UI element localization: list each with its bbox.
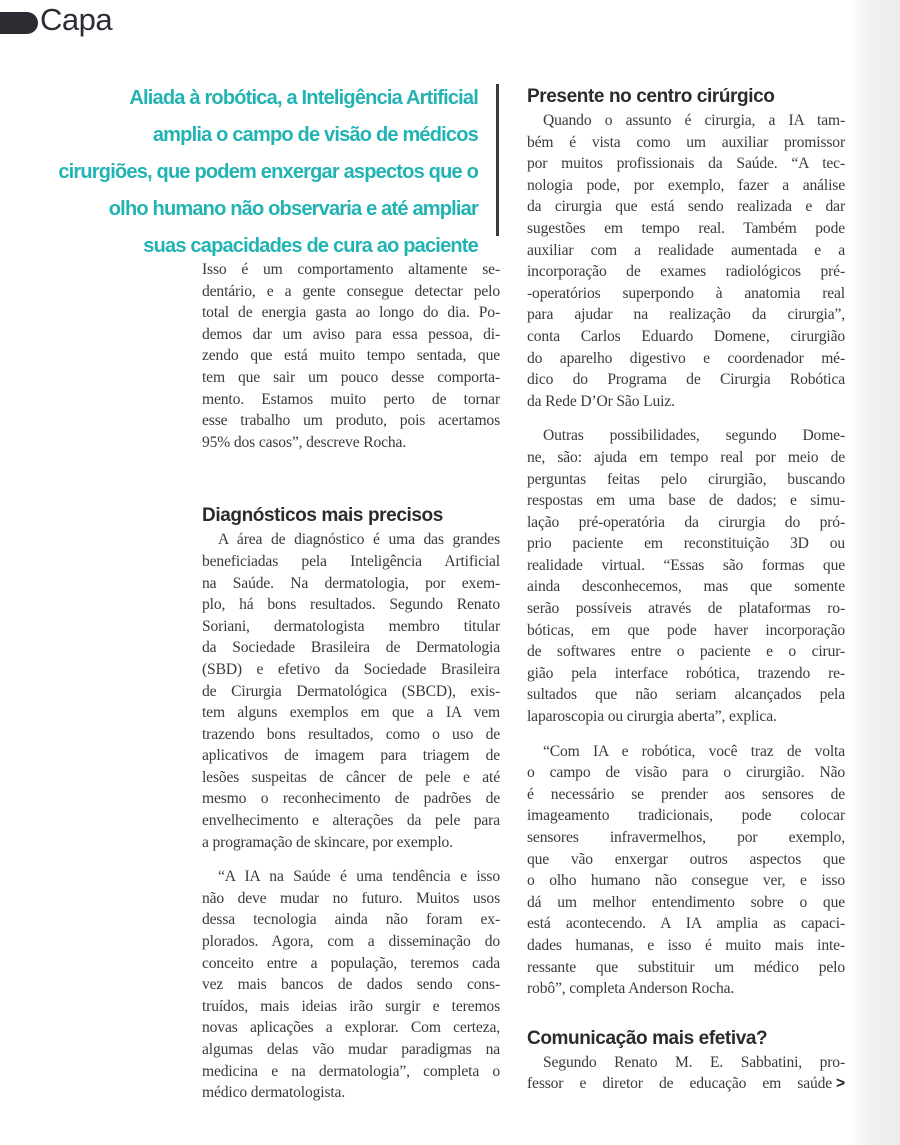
text-line-content: dentário, e a gente consegue detectar pelo bbox=[202, 282, 500, 300]
text-line bbox=[202, 953, 500, 975]
text-line-content: (SBD) e efetivo da Sociedade Brasileira bbox=[202, 660, 500, 678]
text-line-content: por muitos profissionais da Saúde. “A tec- bbox=[527, 155, 845, 173]
text-line bbox=[202, 1082, 500, 1104]
text-line bbox=[527, 576, 845, 598]
text-line bbox=[527, 533, 845, 555]
pull-quote-line: amplia o campo de visão de médicos bbox=[152, 124, 478, 146]
text-line-content: esse trabalho um produto, pois acertamos bbox=[202, 412, 500, 430]
text-line-content: conta Carlos Eduardo Domene, cirurgião bbox=[527, 327, 845, 345]
text-line bbox=[202, 616, 500, 638]
text-line bbox=[202, 974, 500, 996]
text-line-content: tem que sair um pouco desse comporta- bbox=[202, 368, 500, 386]
text-line bbox=[527, 1073, 845, 1095]
text-line-content: algumas delas vão mudar paradigmas na bbox=[202, 1041, 500, 1058]
text-line bbox=[202, 702, 500, 724]
text-line bbox=[527, 369, 845, 391]
pull-quote-line: suas capacidades de cura ao paciente bbox=[143, 235, 478, 257]
left-column bbox=[202, 259, 500, 1117]
text-line-content: medicina e na dermatologia”, completa o bbox=[202, 1062, 500, 1080]
text-line-content: aplicativos de imagem para triagem de bbox=[202, 747, 500, 765]
section-label: Capa bbox=[40, 2, 113, 37]
page-edge-shadow bbox=[850, 0, 900, 1145]
text-line bbox=[527, 348, 845, 370]
text-line-content: demos dar um aviso para essa pessoa, di- bbox=[202, 325, 500, 343]
text-line bbox=[202, 996, 500, 1018]
text-line-content: médico dermatologista. bbox=[202, 1084, 346, 1102]
text-line-content: fessor e diretor de educação em saúde bbox=[527, 1075, 833, 1093]
text-line bbox=[202, 866, 500, 888]
text-line-content: -operatórios superpondo à anatomia real bbox=[527, 284, 845, 302]
text-line-content: trazendo bons resultados, como o uso de bbox=[202, 725, 500, 743]
text-line-content: sugestões em tempo real. Também pode bbox=[527, 219, 845, 237]
text-line-content: na Saúde. Na dermatologia, por exem- bbox=[202, 574, 500, 592]
text-line bbox=[527, 827, 845, 849]
text-line-content: tem alguns exemplos em que a IA vem bbox=[202, 704, 500, 722]
text-line bbox=[202, 573, 500, 595]
text-line bbox=[527, 196, 845, 218]
text-line-content: incorporação de exames radiológicos pré- bbox=[527, 263, 845, 281]
paragraph bbox=[202, 259, 500, 453]
text-line bbox=[202, 410, 500, 432]
pull-quote-bar bbox=[496, 84, 499, 236]
text-line-content: respostas em uma base de dados; e simu- bbox=[527, 492, 845, 510]
paragraph bbox=[527, 1052, 845, 1095]
text-line-content: truídos, mais ideias irão surgir e teremos bbox=[202, 997, 500, 1015]
text-line-content: serão possíveis através de plataformas ro- bbox=[527, 600, 845, 618]
text-line bbox=[202, 888, 500, 910]
text-line-content: não deve mudar no futuro. Muitos usos bbox=[202, 889, 500, 907]
text-line bbox=[202, 259, 500, 281]
text-line-content: dades humanas, e isso é muito mais inte- bbox=[527, 936, 845, 954]
text-line-content: do aparelho digestivo e coordenador mé- bbox=[527, 349, 845, 367]
paragraph bbox=[527, 741, 845, 1000]
text-line bbox=[527, 762, 845, 784]
text-line-content: robô”, completa Anderson Rocha. bbox=[527, 980, 735, 998]
text-line bbox=[202, 745, 500, 767]
text-line bbox=[527, 892, 845, 914]
text-line bbox=[202, 529, 500, 551]
text-line bbox=[527, 978, 845, 1000]
text-line-content: bóticas, em que pode haver incorporação bbox=[527, 621, 845, 639]
text-line-content: mento. Estamos muito perto de tornar bbox=[202, 390, 500, 408]
text-line bbox=[527, 1052, 845, 1074]
text-line-content: nologia pode, por exemplo, fazer a análise bbox=[527, 176, 845, 194]
text-line bbox=[527, 218, 845, 240]
text-line bbox=[202, 281, 500, 303]
text-line-content: dico do Programa de Cirurgia Robótica bbox=[527, 371, 845, 389]
text-line-content: está acontecendo. A IA amplia as capaci- bbox=[527, 915, 845, 933]
text-line-content: ainda desconhecemos, mas que somente bbox=[527, 578, 845, 596]
text-line-content: de softwares entre o paciente e o cirur- bbox=[527, 643, 845, 661]
text-line-content: Outras possibilidades, segundo Dome- bbox=[543, 427, 845, 445]
text-line bbox=[527, 326, 845, 348]
text-line bbox=[527, 870, 845, 892]
text-line bbox=[527, 620, 845, 642]
text-line-content: o olho humano não consegue ver, e isso bbox=[527, 872, 845, 890]
text-line bbox=[527, 741, 845, 763]
text-line bbox=[202, 659, 500, 681]
text-line-content: Segundo Renato M. E. Sabbatini, pro- bbox=[543, 1053, 845, 1071]
text-line-content: o campo de visão para o cirurgião. Não bbox=[527, 764, 845, 782]
text-line-content: plorados. Agora, com a disseminação do bbox=[202, 933, 500, 951]
text-line-content: lesões suspeitas de câncer de pele e até bbox=[202, 768, 500, 786]
section-marker bbox=[0, 12, 38, 34]
text-line bbox=[527, 849, 845, 871]
text-line-content: total de energia gasta ao longo do dia. Po- bbox=[202, 304, 500, 322]
pull-quote-line: olho humano não observaria e até ampliar bbox=[108, 198, 478, 220]
text-line-content: para ajudar na realização da cirurgia”, bbox=[527, 306, 845, 324]
text-line bbox=[202, 551, 500, 573]
text-line-content: “Com IA e robótica, você traz de volta bbox=[543, 742, 845, 760]
text-line-content: da cirurgia que está sendo realizada e dar bbox=[527, 198, 845, 216]
text-line-content: plo, há bons resultados. Segundo Renato bbox=[202, 596, 500, 614]
text-line bbox=[527, 283, 845, 305]
text-line-content: Soriani, dermatologista membro titular bbox=[202, 617, 500, 635]
text-line bbox=[527, 512, 845, 534]
text-line bbox=[202, 832, 500, 854]
text-line-content: A área de diagnóstico é uma das grandes bbox=[218, 531, 500, 549]
continue-arrow-icon: > bbox=[836, 1075, 845, 1093]
text-line-content: de Cirurgia Dermatológica (SBCD), exis- bbox=[202, 682, 500, 700]
text-line-content: perguntas feitas pelo cirurgião, buscando bbox=[527, 470, 845, 488]
text-line-content: mesmo o reconhecimento de padrões de bbox=[202, 790, 500, 808]
text-line-content: envelhecimento e alterações da pele para bbox=[202, 812, 500, 830]
text-line bbox=[527, 706, 845, 728]
text-line-content: 95% dos casos”, descreve Rocha. bbox=[202, 433, 407, 451]
text-line bbox=[527, 304, 845, 326]
text-line-content: conceito entre a população, teremos cada bbox=[202, 954, 500, 972]
text-line-content: da Rede D’Or São Luiz. bbox=[527, 392, 675, 410]
text-line bbox=[527, 598, 845, 620]
text-line bbox=[527, 391, 845, 413]
text-line-content: lação pré-operatória da cirurgia do pró- bbox=[527, 513, 845, 531]
text-line bbox=[527, 490, 845, 512]
text-line-content: “A IA na Saúde é uma tendência e isso bbox=[218, 868, 500, 886]
text-line-content: zendo que está muito tempo sentada, que bbox=[202, 347, 500, 365]
text-line bbox=[527, 240, 845, 262]
text-line bbox=[202, 767, 500, 789]
pull-quote-line: Aliada à robótica, a Inteligência Artificial bbox=[129, 87, 478, 109]
text-line-content: gião pela interface robótica, trazendo re- bbox=[527, 664, 845, 682]
paragraph bbox=[202, 529, 500, 853]
text-line bbox=[527, 132, 845, 154]
text-line bbox=[202, 724, 500, 746]
text-line bbox=[527, 175, 845, 197]
text-line-content: dessa tecnologia ainda não foram ex- bbox=[202, 911, 500, 929]
text-line bbox=[527, 555, 845, 577]
text-line bbox=[527, 784, 845, 806]
text-line-content: realidade virtual. “Essas são formas que bbox=[527, 556, 845, 574]
text-line bbox=[527, 805, 845, 827]
text-line-content: novas aplicações a explorar. Com certeza, bbox=[202, 1019, 500, 1037]
text-line-content: Isso é um comportamento altamente se- bbox=[202, 261, 500, 278]
text-line bbox=[202, 324, 500, 346]
text-line bbox=[527, 153, 845, 175]
paragraph bbox=[527, 425, 845, 727]
text-line bbox=[202, 1039, 500, 1061]
text-line-content: imageamento tradicionais, pode colocar bbox=[527, 807, 845, 825]
text-line bbox=[527, 425, 845, 447]
text-line bbox=[527, 469, 845, 491]
text-line-content: beneficiadas pela Inteligência Artificial bbox=[202, 552, 500, 570]
text-line bbox=[202, 810, 500, 832]
text-line-content: sultados que não seriam alcançados pela bbox=[527, 686, 845, 704]
text-line bbox=[202, 302, 500, 324]
text-line bbox=[527, 957, 845, 979]
text-line bbox=[202, 931, 500, 953]
section-heading-comunicacao: Comunicação mais efetiva? bbox=[527, 1027, 768, 1049]
text-line bbox=[527, 110, 845, 132]
text-line bbox=[202, 1061, 500, 1083]
text-line-content: sensores infravermelhos, por exemplo, bbox=[527, 829, 845, 846]
text-line bbox=[202, 1017, 500, 1039]
right-column bbox=[527, 85, 845, 1108]
text-line bbox=[202, 594, 500, 616]
text-line-content: a programação de skincare, por exemplo. bbox=[202, 833, 453, 851]
pull-quote bbox=[58, 80, 478, 265]
text-line bbox=[202, 637, 500, 659]
text-line bbox=[202, 367, 500, 389]
text-line bbox=[527, 684, 845, 706]
section-heading-centro-cirurgico: Presente no centro cirúrgico bbox=[527, 86, 775, 107]
text-line-content: auxiliar com a realidade aumentada e a bbox=[527, 241, 845, 259]
text-line-content: é necessário se prender aos sensores de bbox=[527, 785, 845, 803]
pull-quote-line: cirurgiões, que podem enxergar aspectos que o bbox=[58, 161, 478, 183]
text-line bbox=[527, 913, 845, 935]
section-heading-diagnosticos: Diagnósticos mais precisos bbox=[202, 505, 443, 527]
text-line-content: que vão enxergar outros aspectos que bbox=[527, 850, 845, 868]
text-line-content: dá um melhor entendimento sobre o que bbox=[527, 893, 845, 911]
text-line bbox=[527, 663, 845, 685]
text-line-content: prio paciente em reconstituição 3D ou bbox=[527, 535, 845, 553]
text-line-content: bém é vista como um auxiliar promissor bbox=[527, 133, 845, 151]
text-line bbox=[527, 935, 845, 957]
text-line bbox=[202, 432, 500, 454]
text-line bbox=[202, 788, 500, 810]
text-line bbox=[527, 447, 845, 469]
text-line bbox=[527, 261, 845, 283]
text-line bbox=[202, 681, 500, 703]
paragraph bbox=[527, 110, 845, 412]
text-line-content: ressante que substituir um médico pelo bbox=[527, 958, 845, 976]
paragraph bbox=[202, 866, 500, 1104]
text-line bbox=[202, 909, 500, 931]
text-line bbox=[202, 345, 500, 367]
text-line bbox=[202, 389, 500, 411]
text-line-content: vez mais bancos de dados sendo cons- bbox=[202, 976, 500, 994]
text-line-content: laparoscopia ou cirurgia aberta”, explica. bbox=[527, 708, 777, 726]
text-line bbox=[527, 641, 845, 663]
text-line-content: da Sociedade Brasileira de Dermatologia bbox=[202, 639, 500, 657]
text-line-content: Quando o assunto é cirurgia, a IA tam- bbox=[543, 112, 845, 129]
text-line-content: ne, são: ajuda em tempo real por meio de bbox=[527, 448, 845, 466]
